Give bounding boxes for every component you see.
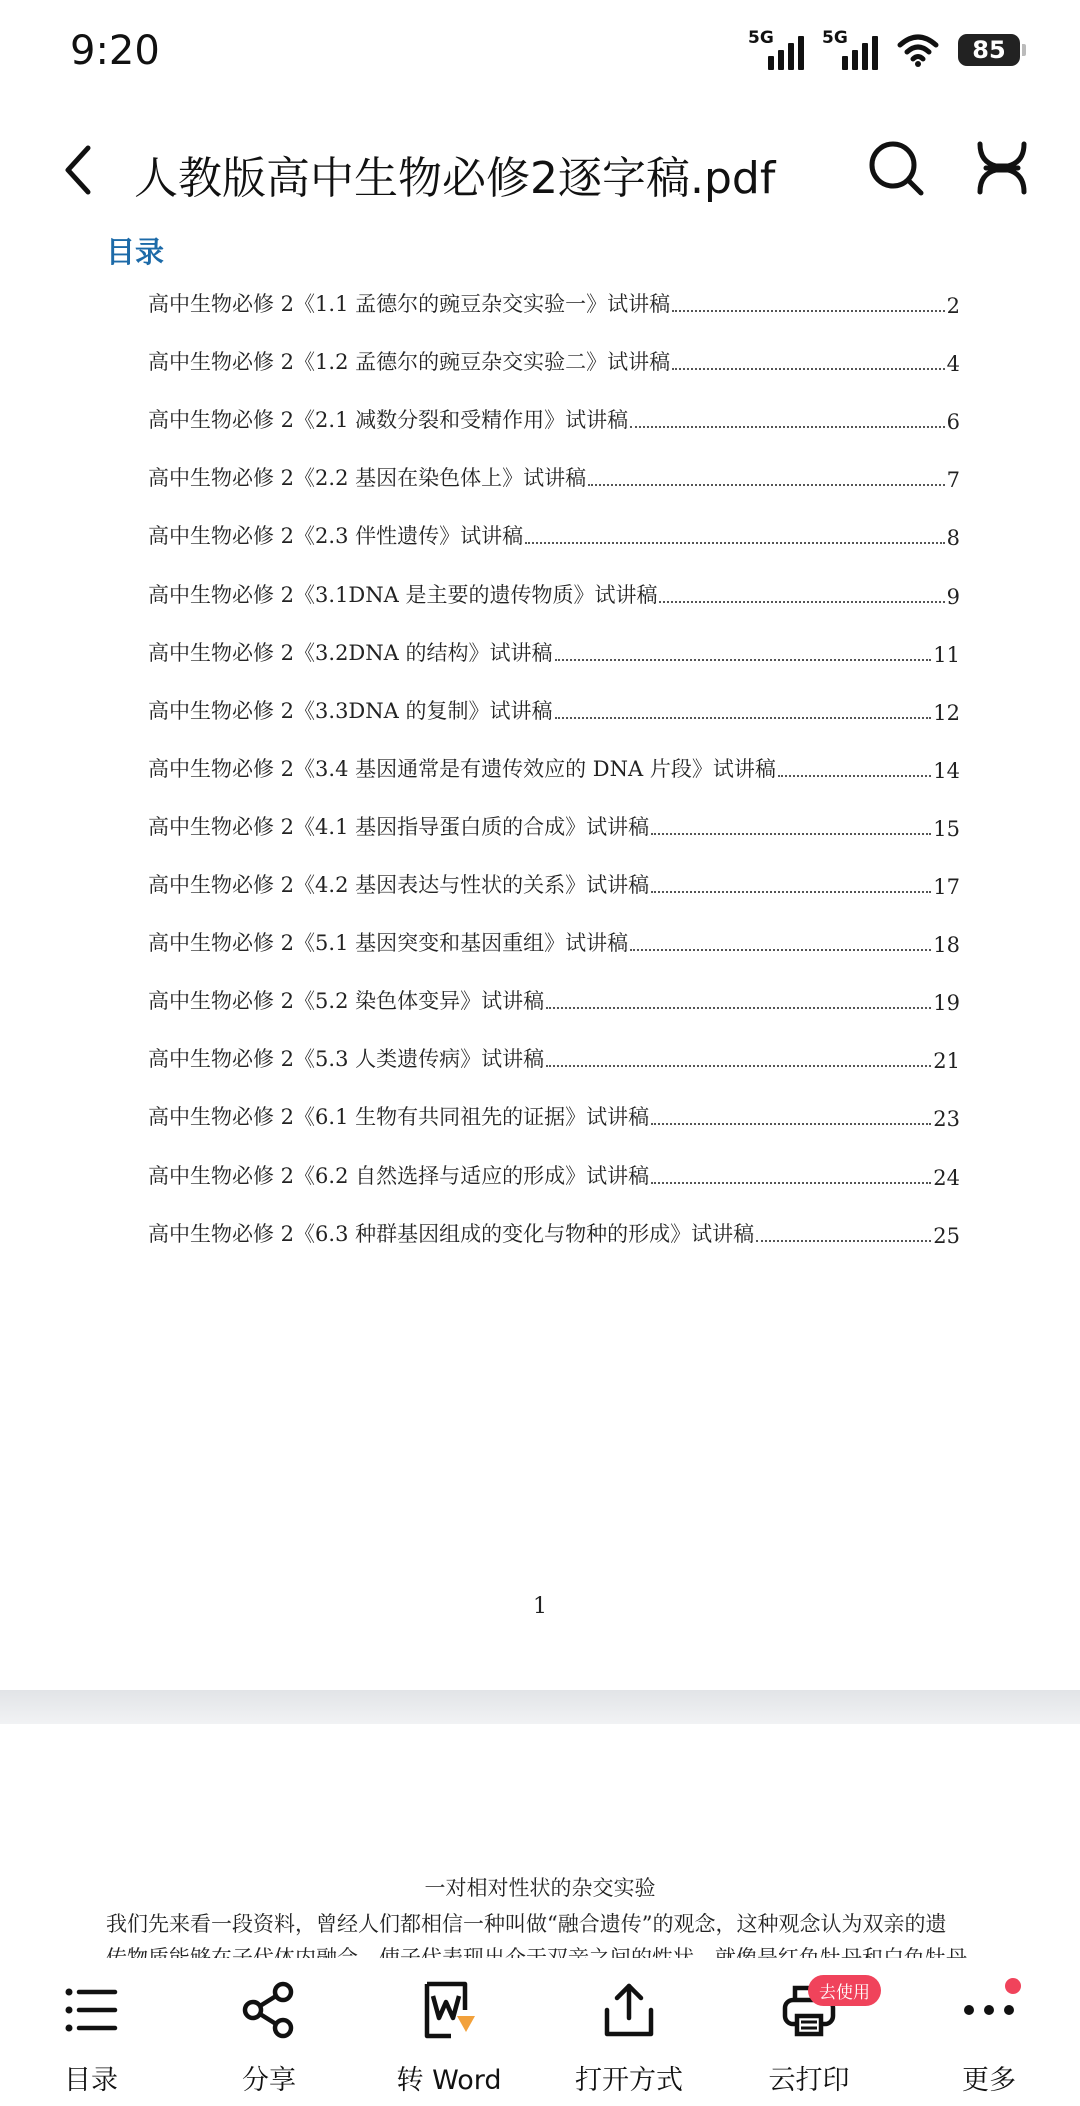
title-bar xyxy=(0,110,1080,230)
toc-item[interactable] xyxy=(148,569,960,609)
search-icon[interactable] xyxy=(866,138,926,198)
toc-item[interactable] xyxy=(148,452,960,492)
toc-item-title: 高中生物必修 2《2.2 基因在染色体上》试讲稿 xyxy=(148,466,587,491)
toc-item[interactable] xyxy=(148,1150,960,1190)
toc-leader-dots xyxy=(546,1006,931,1009)
toc-item-title: 高中生物必修 2《5.2 染色体变异》试讲稿 xyxy=(148,989,545,1014)
toc-label: 目录 xyxy=(64,2065,118,2096)
toc-item-title: 高中生物必修 2《3.4 基因通常是有遗传效应的 DNA 片段》试讲稿 xyxy=(148,756,776,781)
toc-item[interactable] xyxy=(148,278,960,318)
network-label: 5G xyxy=(822,28,848,48)
promo-badge[interactable]: 去使用 xyxy=(808,1975,881,2006)
toc-item-page: 6 xyxy=(946,410,960,435)
toc-leader-dots xyxy=(630,948,931,951)
exit-reading-icon[interactable] xyxy=(972,138,1032,198)
toc-leader-dots xyxy=(659,600,944,603)
list-icon xyxy=(61,1980,121,2040)
share-label: 分享 xyxy=(242,2065,296,2096)
toc-item[interactable] xyxy=(148,1091,960,1131)
share-button[interactable] xyxy=(194,1958,344,2106)
convert-to-word-button[interactable] xyxy=(374,1958,524,2106)
toc-item-title: 高中生物必修 2《1.2 孟德尔的豌豆杂交实验二》试讲稿 xyxy=(148,350,671,375)
toc-item-page: 9 xyxy=(946,584,960,609)
toc-item-title: 高中生物必修 2《4.1 基因指导蛋白质的合成》试讲稿 xyxy=(148,814,650,839)
toc-item[interactable] xyxy=(148,510,960,550)
toc-item-title: 高中生物必修 2《3.3DNA 的复制》试讲稿 xyxy=(148,698,553,723)
toc-item[interactable] xyxy=(148,975,960,1015)
open-with-label: 打开方式 xyxy=(575,2065,683,2096)
toc-item[interactable] xyxy=(148,336,960,376)
toc-leader-dots xyxy=(555,716,932,719)
toc-item[interactable] xyxy=(148,859,960,899)
toc-item-title: 高中生物必修 2《6.2 自然选择与适应的形成》试讲稿 xyxy=(148,1163,650,1188)
toc-item-page: 15 xyxy=(933,816,960,841)
toc-item-title: 高中生物必修 2《6.1 生物有共同祖先的证据》试讲稿 xyxy=(148,1105,650,1130)
notification-dot xyxy=(1005,1978,1021,1994)
toc-item[interactable] xyxy=(148,1033,960,1073)
open-with-button[interactable] xyxy=(554,1958,704,2106)
status-time: 9:20 xyxy=(70,28,160,74)
toc-item-page: 21 xyxy=(933,1049,960,1074)
body-text-line: 我们先来看一段资料，曾经人们都相信一种叫做“融合遗传”的观念，这种观念认为双亲的遗 xyxy=(106,1912,947,1936)
toc-item[interactable] xyxy=(148,627,960,667)
toc-item-page: 7 xyxy=(946,468,960,493)
toc-item-page: 19 xyxy=(933,991,960,1016)
toc-leader-dots xyxy=(651,1181,931,1184)
toc-item-title: 高中生物必修 2《3.2DNA 的结构》试讲稿 xyxy=(148,640,553,665)
toc-leader-dots xyxy=(555,658,932,661)
pdf-page-1[interactable] xyxy=(0,230,1080,1690)
page-number: 1 xyxy=(533,1594,547,1619)
toc-item-title: 高中生物必修 2《5.3 人类遗传病》试讲稿 xyxy=(148,1047,545,1072)
toc-item-page: 14 xyxy=(933,758,960,783)
wifi-icon xyxy=(896,32,940,68)
toc-item-title: 高中生物必修 2《1.1 孟德尔的豌豆杂交实验一》试讲稿 xyxy=(148,292,671,316)
toc-item-page: 18 xyxy=(933,933,960,958)
word-label: 转 Word xyxy=(396,2065,502,2096)
toc-heading: 目录 xyxy=(106,235,165,269)
toc-leader-dots xyxy=(672,309,945,312)
toc-leader-dots xyxy=(651,832,931,835)
toc-leader-dots xyxy=(651,1122,931,1125)
toc-item[interactable] xyxy=(148,685,960,725)
toc-leader-dots xyxy=(588,483,945,486)
toc-item[interactable] xyxy=(148,1208,960,1248)
toc-leader-dots xyxy=(525,541,945,544)
toc-button[interactable] xyxy=(16,1958,166,2106)
battery-icon: 85 xyxy=(958,34,1020,66)
signal-5g-icon xyxy=(748,30,804,70)
toc-item-title: 高中生物必修 2《5.1 基因突变和基因重组》试讲稿 xyxy=(148,931,629,956)
word-document-icon xyxy=(419,1980,479,2040)
toc-item[interactable] xyxy=(148,917,960,957)
upload-export-icon xyxy=(599,1980,659,2040)
toc-leader-dots xyxy=(630,425,945,428)
page-separator xyxy=(0,1690,1080,1724)
toc-leader-dots xyxy=(672,367,945,370)
toc-item-title: 高中生物必修 2《3.1DNA 是主要的遗传物质》试讲稿 xyxy=(148,582,658,607)
toc-item-page: 11 xyxy=(933,642,960,667)
bottom-toolbar xyxy=(0,1958,1080,2106)
more-label: 更多 xyxy=(962,2065,1016,2096)
toc-leader-dots xyxy=(778,774,931,777)
toc-item-page: 2 xyxy=(946,294,960,318)
signal-5g-icon xyxy=(822,30,878,70)
toc-item-title: 高中生物必修 2《4.2 基因表达与性状的关系》试讲稿 xyxy=(148,873,650,897)
network-label: 5G xyxy=(748,28,774,48)
cloud-print-label: 云打印 xyxy=(768,2065,850,2096)
section-title: 一对相对性状的杂交实验 xyxy=(424,1876,656,1900)
toc-item-title: 高中生物必修 2《6.3 种群基因组成的变化与物种的形成》试讲稿 xyxy=(148,1221,755,1246)
document-title: 人教版高中生物必修2逐字稿.pdf xyxy=(134,153,776,204)
toc-item-title: 高中生物必修 2《2.3 伴性遗传》试讲稿 xyxy=(148,524,524,549)
toc-item-page: 4 xyxy=(946,352,960,377)
toc-item-title: 高中生物必修 2《2.1 减数分裂和受精作用》试讲稿 xyxy=(148,408,629,433)
toc-leader-dots xyxy=(546,1064,931,1067)
toc-item-page: 23 xyxy=(933,1107,960,1132)
status-bar xyxy=(0,0,1080,110)
back-arrow-icon[interactable] xyxy=(56,140,106,200)
toc-item-page: 25 xyxy=(933,1223,960,1248)
toc-item[interactable] xyxy=(148,801,960,841)
toc-item-page: 17 xyxy=(933,875,960,899)
toc-item-page: 12 xyxy=(933,700,960,725)
toc-leader-dots xyxy=(651,890,931,893)
toc-item-page: 8 xyxy=(946,526,960,551)
toc-item-page: 24 xyxy=(933,1165,960,1190)
toc-item[interactable] xyxy=(148,743,960,783)
toc-item[interactable] xyxy=(148,394,960,434)
status-icons xyxy=(748,30,1020,70)
toc-leader-dots xyxy=(756,1239,931,1242)
more-button[interactable] xyxy=(914,1958,1064,2106)
share-icon xyxy=(239,1980,299,2040)
